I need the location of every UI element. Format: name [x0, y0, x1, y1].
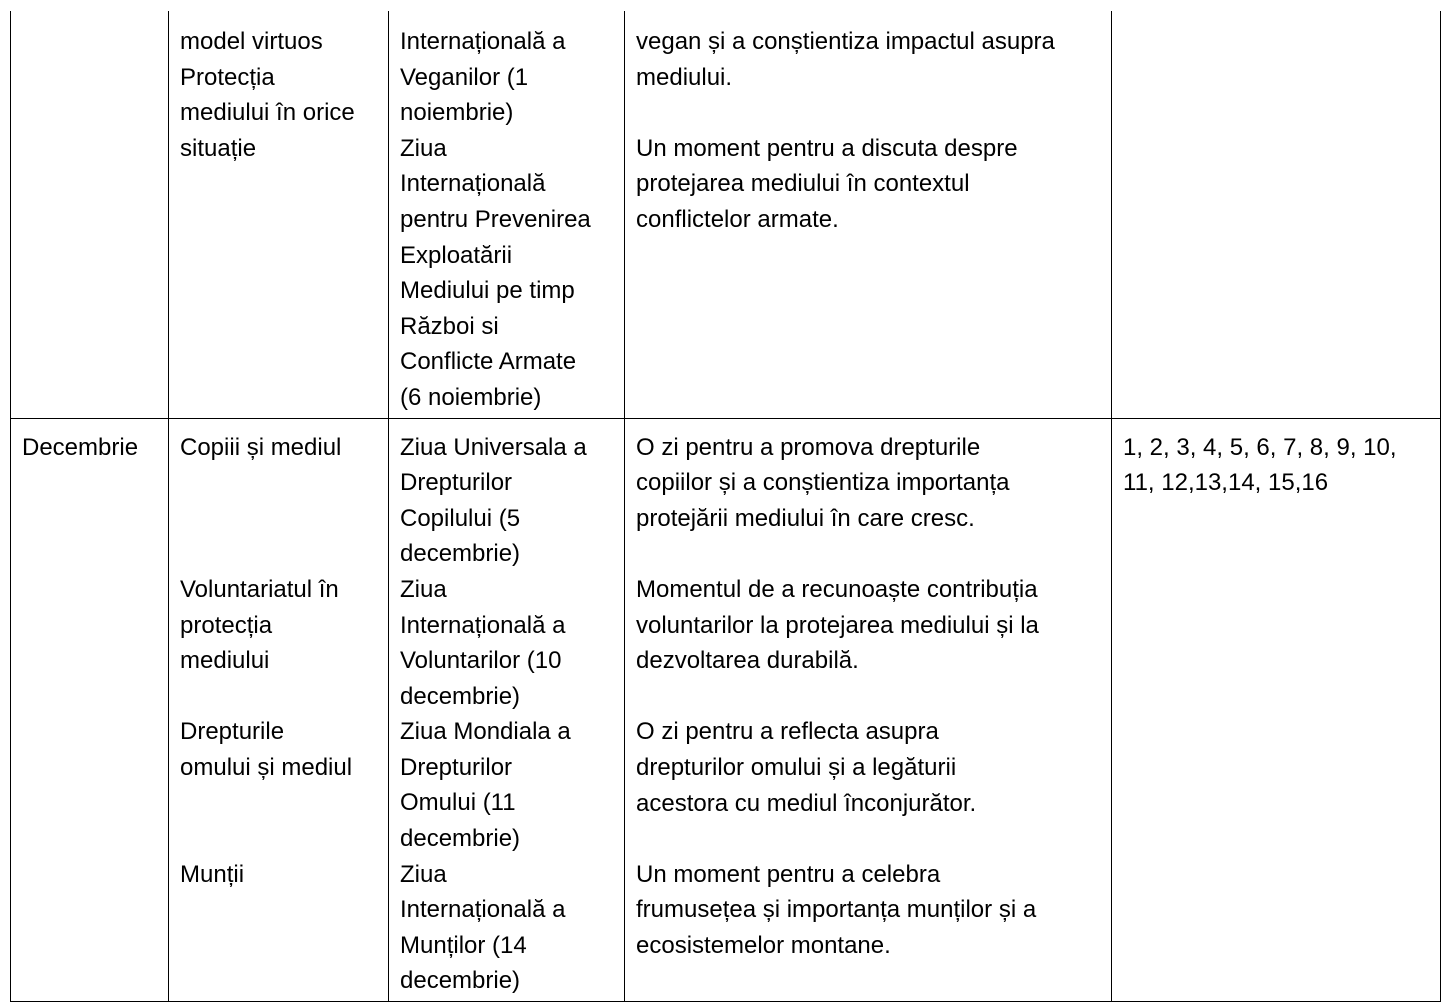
- description-entry: Un moment pentru a celebra frumusețea și importanța munților și a ecosistemelor montane.: [636, 860, 1037, 959]
- day-entry: Ziua Mondiala a Drepturilor Omului (11 decembrie): [400, 718, 571, 853]
- competencies-line: 11, 12,13,14, 15,16: [1123, 469, 1329, 497]
- description-cell: [625, 418, 1112, 1002]
- description-entry: O zi pentru a promova drepturile copiilor și a conștientiza importanța protejării mediului în care cresc.: [636, 433, 1010, 532]
- month-cell: [11, 11, 169, 418]
- description-entry: vegan și a conștientiza impactul asupra mediului.: [636, 28, 1055, 91]
- day-entry: Ziua Internațională a Munților (14 decembrie): [400, 860, 566, 995]
- month-cell: Decembrie: [11, 418, 169, 1002]
- competencies-line: 1, 2, 3, 4, 5, 6, 7, 8, 9, 10,: [1123, 433, 1397, 461]
- calendar-table: [10, 11, 1441, 1002]
- day-entry: Ziua Internațională pentru Prevenirea Exploatării Mediului pe timp Război si Conflicte Armate (6 noiembrie): [400, 134, 591, 411]
- theme-entry: Copiii și mediul: [180, 433, 342, 461]
- theme-cell: [169, 11, 389, 418]
- theme-entry: Protecția mediului în orice situație: [180, 63, 355, 162]
- table-row-decembrie: [11, 418, 1441, 1002]
- theme-entry: Drepturile omului și mediul: [180, 718, 353, 781]
- day-cell: [389, 11, 625, 418]
- description-entry: Un moment pentru a discuta despre protejarea mediului în contextul conflictelor armate.: [636, 134, 1018, 233]
- day-entry: Ziua Internațională a Voluntarilor (10 decembrie): [400, 575, 566, 710]
- table-row-november-continued: [11, 11, 1441, 418]
- theme-entry: model virtuos: [180, 28, 323, 55]
- competencies-cell: [1112, 11, 1441, 418]
- day-entry: Internațională a Veganilor (1 noiembrie): [400, 28, 566, 127]
- theme-entry: Voluntariatul în protecția mediului: [180, 575, 339, 675]
- day-entry: Ziua Universala a Drepturilor Copilului (5 decembrie): [400, 433, 587, 568]
- competencies-cell: [1112, 418, 1441, 1002]
- description-entry: Momentul de a recunoaște contribuția voluntarilor la protejarea mediului și la dezvoltarea durabilă.: [636, 575, 1039, 675]
- description-entry: O zi pentru a reflecta asupra drepturilor omului și a legăturii acestora cu mediul înconjurător.: [636, 718, 977, 817]
- description-cell: [625, 11, 1112, 418]
- day-cell: [389, 418, 625, 1002]
- theme-entry: Munții: [180, 860, 245, 888]
- theme-cell: [169, 418, 389, 1002]
